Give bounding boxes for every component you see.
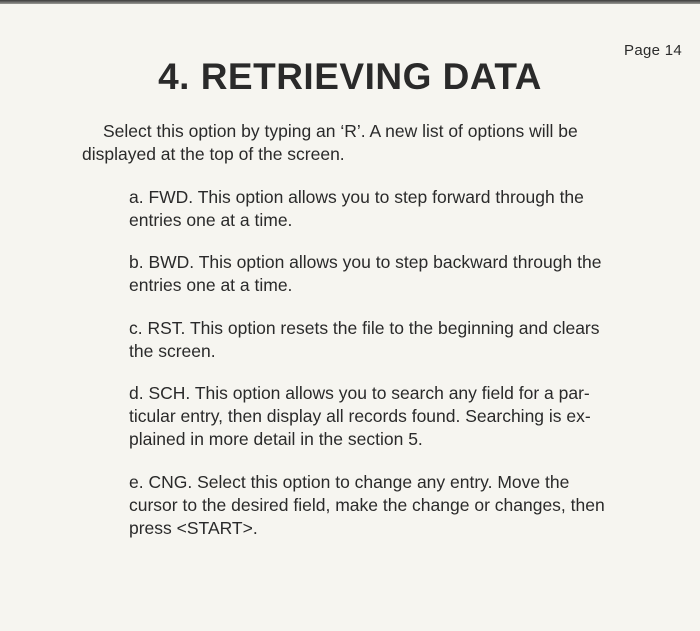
option-rst: c. RST. This option resets the file to the beginning and clears the screen. [129,318,600,361]
intro-paragraph: Select this option by typing an ‘R’. A new list of options will be displayed at the top of the screen. [82,121,578,164]
page-number: Page 14 [624,42,682,59]
option-bwd: b. BWD. This option allows you to step backward through the entries one at a time. [129,252,602,295]
option-fwd: a. FWD. This option allows you to step forward through the entries one at a time. [129,187,584,230]
option-sch: d. SCH. This option allows you to search any field for a particular entry, then display all records found. Searching is explained in more detail in the section 5. [129,383,591,449]
section-title: 4. RETRIEVING DATA [158,56,542,97]
scan-top-edge [0,0,700,4]
option-cng: e. CNG. Select this option to change any entry. Move the cursor to the desired field, make the change or changes, then press <START>. [129,472,605,538]
